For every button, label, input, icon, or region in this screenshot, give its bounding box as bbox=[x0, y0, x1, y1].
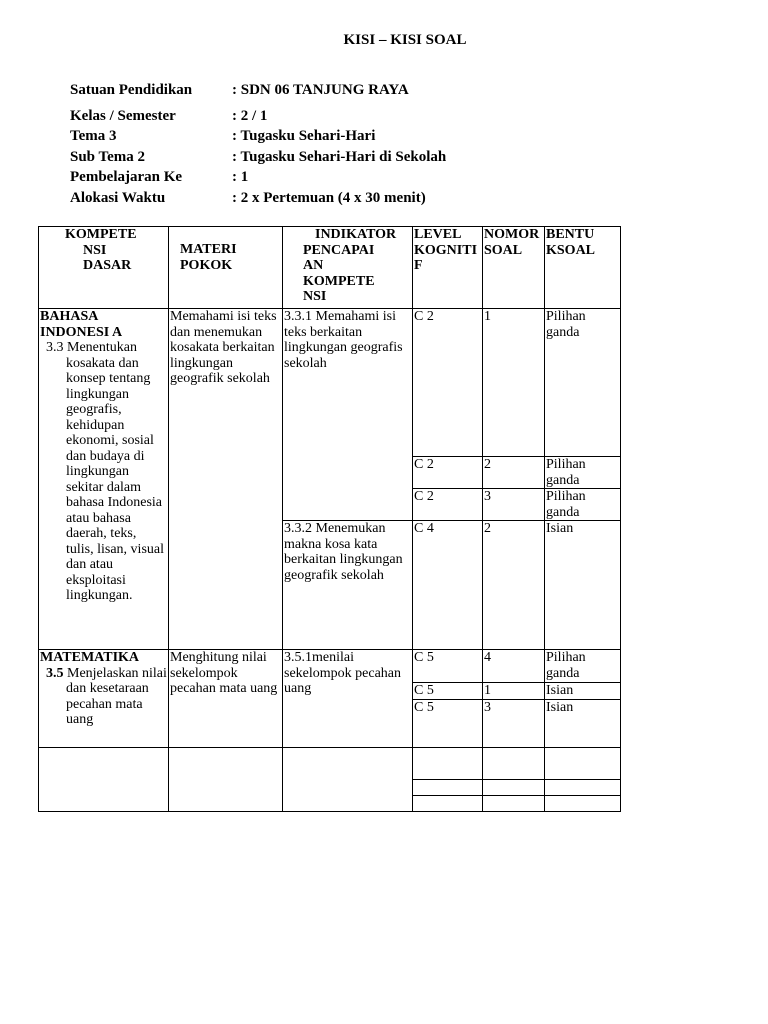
header-kompetensi-dasar: KOMPETE NSI DASAR bbox=[39, 227, 169, 309]
header-nomor-soal: NOMOR SOAL bbox=[483, 227, 545, 309]
meta-label: Kelas / Semester bbox=[70, 108, 176, 124]
table-header-row bbox=[39, 227, 621, 309]
empty-cell bbox=[169, 748, 283, 812]
bentuk-cell: Pilihan ganda bbox=[545, 650, 621, 683]
bentuk-cell: Pilihan ganda bbox=[545, 489, 621, 521]
header-materi-pokok: MATERI POKOK bbox=[169, 227, 283, 309]
meta-value: : SDN 06 TANJUNG RAYA bbox=[232, 82, 409, 98]
nomor-cell: 3 bbox=[483, 489, 545, 521]
kd-matematika: 3.5 Menjelaskan nilai dan kesetaraan pecahan mata uang bbox=[46, 665, 167, 727]
nomor-cell: 3 bbox=[483, 700, 545, 748]
level-cell: C 2 bbox=[413, 457, 483, 489]
table-row bbox=[39, 309, 621, 457]
meta-label: Sub Tema 2 bbox=[70, 149, 146, 165]
indikator-bahasa-2: 3.3.2 Menemukan makna kosa kata berkaitan lingkungan geografik sekolah bbox=[283, 521, 413, 650]
meta-label: Satuan Pendidikan bbox=[70, 82, 193, 98]
meta-value: : Tugasku Sehari-Hari bbox=[232, 128, 376, 144]
empty-cell bbox=[283, 748, 413, 812]
kd-bahasa-cell bbox=[39, 309, 169, 650]
empty-cell bbox=[413, 796, 483, 812]
level-cell: C 2 bbox=[413, 489, 483, 521]
meta-value: : 2 x Pertemuan (4 x 30 menit) bbox=[232, 190, 426, 206]
empty-cell bbox=[483, 796, 545, 812]
nomor-cell: 2 bbox=[483, 521, 545, 650]
empty-cell bbox=[545, 796, 621, 812]
empty-cell bbox=[545, 780, 621, 796]
document-title: KISI – KISI SOAL bbox=[343, 32, 467, 48]
empty-row bbox=[39, 748, 621, 780]
meta-label: Tema 3 bbox=[70, 128, 117, 144]
level-cell: C 5 bbox=[413, 650, 483, 683]
empty-cell bbox=[413, 748, 483, 780]
level-cell: C 2 bbox=[413, 309, 483, 457]
meta-value: : 1 bbox=[232, 169, 249, 185]
indikator-matematika: 3.5.1menilai sekelompok pecahan uang bbox=[283, 650, 413, 748]
materi-matematika: Menghitung nilai sekelompok pecahan mata uang bbox=[169, 650, 283, 748]
header-indikator: INDIKATOR PENCAPAI AN KOMPETE NSI bbox=[283, 227, 413, 309]
nomor-cell: 1 bbox=[483, 309, 545, 457]
kd-matematika-cell bbox=[39, 650, 169, 748]
subject-bahasa: BAHASA INDONESI A bbox=[40, 309, 123, 340]
meta-label: Alokasi Waktu bbox=[70, 190, 166, 206]
header-bentuk-soal: BENTU KSOAL bbox=[545, 227, 621, 309]
nomor-cell: 2 bbox=[483, 457, 545, 489]
bentuk-cell: Pilihan ganda bbox=[545, 309, 621, 457]
bentuk-cell: Isian bbox=[545, 700, 621, 748]
header-level-kognitif: LEVEL KOGNITI F bbox=[413, 227, 483, 309]
indikator-bahasa-1: 3.3.1 Memahami isi teks berkaitan lingkungan geografis sekolah bbox=[283, 309, 413, 521]
meta-value: : Tugasku Sehari-Hari di Sekolah bbox=[232, 149, 447, 165]
meta-label: Pembelajaran Ke bbox=[70, 169, 183, 185]
bentuk-cell: Isian bbox=[545, 521, 621, 650]
meta-value: : 2 / 1 bbox=[232, 108, 268, 124]
subject-matematika: MATEMATIKA bbox=[40, 650, 140, 665]
empty-cell bbox=[483, 780, 545, 796]
nomor-cell: 4 bbox=[483, 650, 545, 683]
level-cell: C 5 bbox=[413, 683, 483, 700]
empty-cell bbox=[39, 748, 169, 812]
kisi-table bbox=[38, 226, 621, 812]
empty-cell bbox=[545, 748, 621, 780]
table-row bbox=[39, 650, 621, 683]
materi-bahasa: Memahami isi teks dan menemukan kosakata berkaitan lingkungan geografik sekolah bbox=[169, 309, 283, 650]
nomor-cell: 1 bbox=[483, 683, 545, 700]
level-cell: C 4 bbox=[413, 521, 483, 650]
bentuk-cell: Pilihan ganda bbox=[545, 457, 621, 489]
bentuk-cell: Isian bbox=[545, 683, 621, 700]
empty-cell bbox=[413, 780, 483, 796]
empty-cell bbox=[483, 748, 545, 780]
level-cell: C 5 bbox=[413, 700, 483, 748]
kd-bahasa: 3.3 Menentukan kosakata dan konsep tentang lingkungan geografis, kehidupan ekonomi, sosial dan budaya di lingkungan sekitar dalam bahasa Indonesia atau bahasa daerah, teks, tulis, lisan, visual dan atau eksploitasi lingkungan. bbox=[46, 340, 164, 603]
